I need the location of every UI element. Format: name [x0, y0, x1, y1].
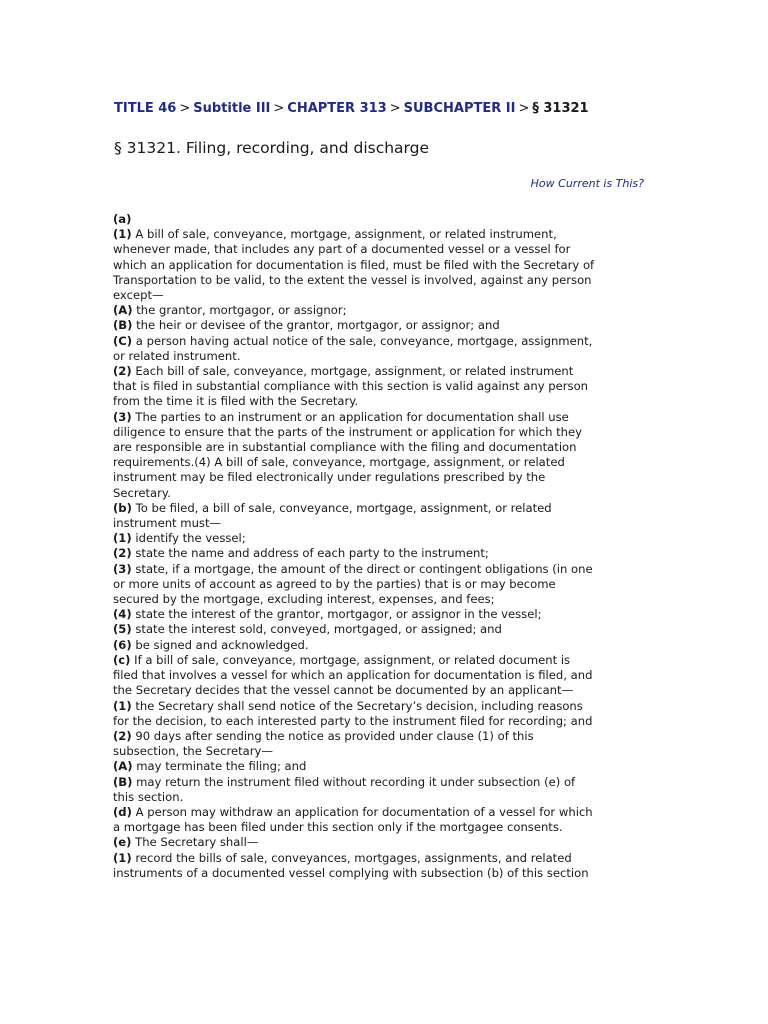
- statute-line: [113, 546, 647, 561]
- clause-label: (4): [113, 607, 132, 622]
- clause-text: whenever made, that includes any part of a documented vessel or a vessel for: [113, 242, 571, 257]
- statute-line: [113, 790, 647, 805]
- breadcrumb-separator: >: [273, 101, 285, 116]
- breadcrumb: [114, 101, 589, 117]
- statute-line: [113, 242, 647, 257]
- statute-line: [113, 379, 647, 394]
- clause-label: (2): [113, 364, 132, 379]
- clause-text: instruments of a documented vessel complying with subsection (b) of this section: [113, 865, 589, 880]
- clause-text: from the time it is filed with the Secretary.: [113, 394, 359, 409]
- statute-line: [113, 501, 647, 516]
- clause-label: (3): [113, 561, 132, 576]
- clause-label: (2): [113, 546, 132, 561]
- statute-line: [113, 273, 647, 288]
- clause-text: A bill of sale, conveyance, mortgage, assignment, or related instrument,: [131, 227, 557, 242]
- statute-line: [113, 775, 647, 790]
- clause-text: Secretary.: [113, 485, 171, 500]
- statute-line: [113, 455, 647, 470]
- statute-line: [113, 486, 647, 501]
- clause-text: state the interest sold, conveyed, mortgaged, or assigned; and: [131, 622, 502, 637]
- statute-line: [113, 364, 647, 379]
- statute-line: [113, 759, 647, 774]
- statute-line: [113, 835, 647, 850]
- statute-line: [113, 607, 647, 622]
- clause-label: (C): [113, 333, 133, 348]
- statute-line: [113, 729, 647, 744]
- statute-line: [113, 744, 647, 759]
- clause-label: (a): [113, 212, 132, 226]
- clause-text: this section.: [113, 789, 184, 804]
- statute-line: [113, 592, 647, 607]
- statute-line: [113, 334, 647, 349]
- clause-text: a mortgage has been filed under this section only if the mortgagee consents.: [113, 820, 563, 835]
- statute-line: [113, 638, 647, 653]
- clause-text: be signed and acknowledged.: [131, 637, 309, 652]
- statute-line: [113, 866, 647, 881]
- statute-line: [113, 622, 647, 637]
- breadcrumb-separator: >: [389, 101, 401, 116]
- clause-text: filed that involves a vessel for which an application for documentation is filed, and: [113, 668, 593, 683]
- clause-label: (d): [113, 804, 132, 819]
- clause-text: the grantor, mortgagor, or assignor;: [132, 303, 347, 318]
- statute-line: [113, 303, 647, 318]
- statute-line: [113, 820, 647, 835]
- how-current-link[interactable]: How Current is This?: [530, 177, 644, 190]
- clause-text: may return the instrument filed without recording it under subsection (e) of: [132, 774, 576, 789]
- statute-line: [113, 394, 647, 409]
- statute-line: [113, 440, 647, 455]
- statute-line: [113, 288, 647, 303]
- clause-text: The parties to an instrument or an application for documentation shall use: [131, 409, 569, 424]
- statute-line: [113, 577, 647, 592]
- breadcrumb-separator: >: [518, 101, 530, 116]
- statute-line: [113, 349, 647, 364]
- clause-label: (6): [113, 637, 132, 652]
- clause-text: instrument must—: [113, 516, 222, 531]
- clause-text: subsection, the Secretary—: [113, 744, 273, 759]
- clause-text: diligence to ensure that the parts of the instrument or application for which they: [113, 424, 583, 439]
- clause-label: (1): [113, 227, 132, 242]
- statute-line: [113, 805, 647, 820]
- clause-text: may terminate the filing; and: [132, 759, 307, 774]
- breadcrumb-subchapter-link[interactable]: SUBCHAPTER II: [403, 101, 516, 116]
- statute-text: [113, 212, 647, 881]
- clause-text: state, if a mortgage, the amount of the direct or contingent obligations (in one: [131, 561, 593, 576]
- clause-text: that is filed in substantial compliance with this section is valid against any person: [113, 379, 589, 394]
- clause-label: (e): [113, 835, 132, 850]
- clause-text: the Secretary decides that the vessel cannot be documented by an applicant—: [113, 683, 574, 698]
- clause-text: are responsible are in substantial compliance with the filing and documentation: [113, 440, 577, 455]
- clause-text: state the name and address of each party to the instrument;: [131, 546, 489, 561]
- statute-line: [113, 699, 647, 714]
- breadcrumb-subtitle-link[interactable]: Subtitle III: [193, 101, 271, 116]
- statute-line: [113, 668, 647, 683]
- clause-label: (1): [113, 850, 132, 865]
- statute-line: [113, 683, 647, 698]
- clause-text: If a bill of sale, conveyance, mortgage, assignment, or related document is: [130, 652, 571, 667]
- clause-text: for the decision, to each interested party to the instrument filed for recording; and: [113, 713, 593, 728]
- clause-label: (3): [113, 409, 132, 424]
- statute-line: [113, 653, 647, 668]
- clause-text: or more units of account as agreed to by the parties) that is or may become: [113, 576, 556, 591]
- statute-line: [113, 212, 647, 227]
- clause-text: 90 days after sending the notice as provided under clause (1) of this: [131, 728, 534, 743]
- clause-text: To be filed, a bill of sale, conveyance, mortgage, assignment, or related: [131, 500, 552, 515]
- clause-label: (A): [113, 303, 133, 318]
- clause-label: (c): [113, 652, 131, 667]
- clause-text: which an application for documentation is filed, must be filed with the Secretary of: [113, 257, 595, 272]
- clause-text: A person may withdraw an application for documentation of a vessel for which: [131, 804, 593, 819]
- clause-text: a person having actual notice of the sale, conveyance, mortgage, assignment,: [132, 333, 593, 348]
- clause-text: instrument may be filed electronically under regulations prescribed by the: [113, 470, 546, 485]
- clause-text: requirements.(4) A bill of sale, conveyance, mortgage, assignment, or related: [113, 455, 565, 470]
- breadcrumb-separator: >: [179, 101, 191, 116]
- clause-text: or related instrument.: [113, 348, 241, 363]
- clause-text: the heir or devisee of the grantor, mortgagor, or assignor; and: [132, 318, 500, 333]
- clause-text: record the bills of sale, conveyances, mortgages, assignments, and related: [131, 850, 572, 865]
- clause-label: (1): [113, 531, 132, 546]
- breadcrumb-title-link[interactable]: TITLE 46: [114, 101, 177, 116]
- clause-text: Transportation to be valid, to the extent the vessel is involved, against any person: [113, 272, 592, 287]
- statute-line: [113, 714, 647, 729]
- clause-label: (A): [113, 759, 133, 774]
- statute-line: [113, 531, 647, 546]
- clause-text: state the interest of the grantor, mortgagor, or assignor in the vessel;: [131, 607, 542, 622]
- clause-label: (5): [113, 622, 132, 637]
- clause-text: The Secretary shall—: [131, 835, 259, 850]
- clause-text: except—: [113, 288, 164, 303]
- clause-text: Each bill of sale, conveyance, mortgage, assignment, or related instrument: [131, 364, 574, 379]
- page-title: § 31321. Filing, recording, and discharge: [114, 139, 430, 157]
- clause-label: (B): [113, 774, 133, 789]
- statute-line: [113, 410, 647, 425]
- breadcrumb-current-section: § 31321: [532, 101, 589, 116]
- clause-text: the Secretary shall send notice of the Secretary’s decision, including reasons: [131, 698, 583, 713]
- clause-label: (b): [113, 500, 132, 515]
- statute-line: [113, 227, 647, 242]
- clause-text: secured by the mortgage, excluding interest, expenses, and fees;: [113, 592, 495, 607]
- statute-line: [113, 318, 647, 333]
- statute-line: [113, 851, 647, 866]
- statute-line: [113, 425, 647, 440]
- statute-line: [113, 516, 647, 531]
- clause-label: (B): [113, 318, 133, 333]
- clause-label: (2): [113, 728, 132, 743]
- breadcrumb-chapter-link[interactable]: CHAPTER 313: [287, 101, 387, 116]
- statute-line: [113, 562, 647, 577]
- clause-text: identify the vessel;: [131, 531, 246, 546]
- statute-line: [113, 258, 647, 273]
- statute-line: [113, 470, 647, 485]
- clause-label: (1): [113, 698, 132, 713]
